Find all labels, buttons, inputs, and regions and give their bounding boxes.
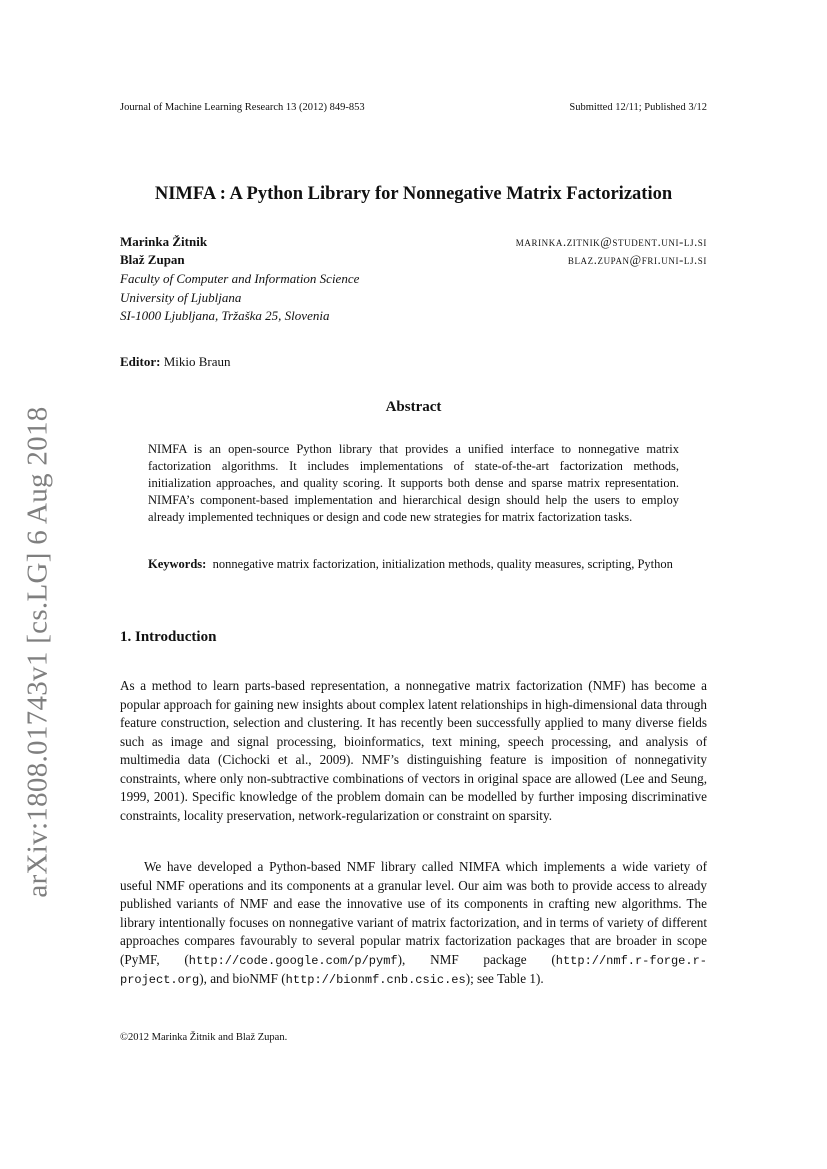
editor-name: Mikio Braun (163, 354, 231, 369)
author-email: marinka.zitnik@student.uni-lj.si (515, 235, 707, 249)
link-pymf[interactable]: http://code.google.com/p/pymf (188, 953, 398, 968)
affiliation-line: University of Ljubljana (120, 289, 242, 305)
link-bionmf[interactable]: http://bionmf.cnb.csic.es (285, 973, 466, 987)
affiliation-line: SI-1000 Ljubljana, Tržaška 25, Slovenia (120, 308, 330, 323)
paragraph-text: ), and bioNMF ( (199, 971, 286, 986)
editor-label: Editor: (120, 354, 161, 369)
intro-paragraph-1: As a method to learn parts-based representation, a nonnegative matrix factorization (NMF) has become a popular approach for gaining new insights about complex latent relationships in high-dimensional data through feature construction, selection and clustering. It has recently been successfully applied to many diverse fields such as image and signal processing, bioinformatics, text mining, speech processing, and analysis of multimedia data (Cichocki et al., 2009). NMF’s distinguishing feature is imposition of nonnegativity constraints, where only non-subtractive combinations of vectors in original space are allowed (Lee and Seung, 1999, 2001). Specific knowledge of the problem domain can be modelled by further imposing discriminative constraints, locality preservation, network-regularization or constraint on sparsity. (120, 678, 707, 823)
paragraph-text: ); see Table 1). (465, 971, 544, 986)
author-row (120, 252, 707, 270)
paragraph-text: We have developed a Python-based NMF library called NIMFA which implements a wide variety of useful NMF operations and its components at a granular level. Our aim was both to provide access to already published variants of NMF and ease the innovative use of its components in crafting new algorithms. The library intentionally focuses on nonnegative variant of matrix factorization, and in terms of variety of different approaches compares favourably to several popular matrix factorization packages that are broader in scope (PyMF, (120, 859, 707, 967)
intro-paragraph-2: We have developed a Python-based NMF library called NIMFA which implements a wide variety of useful NMF operations and its components at a granular level. Our aim was both to provide access to already published variants of NMF and ease the innovative use of its components in crafting new algorithms. The library intentionally focuses on nonnegative variant of matrix factorization, and in terms of variety of different approaches compares favourably to several popular matrix factorization packages that are broader in scope (PyMF, (http://code.google.com/p/pymf), NMF package (http://nmf.r-forge.r-project.org), and bioNMF (http://bionmf.cnb.csic.es); see Table 1). (120, 859, 707, 987)
paragraph-text: ), NMF package ( (397, 951, 556, 967)
journal-header: Journal of Machine Learning Research 13 (2012) 849-853 (120, 102, 365, 113)
paper-title: NIMFA : A Python Library for Nonnegative Matrix Factorization (154, 184, 673, 204)
keywords-label: Keywords: (148, 557, 207, 571)
copyright-footer: ©2012 Marinka Žitnik and Blaž Zupan. (120, 1032, 288, 1043)
abstract-text: NIMFA is an open-source Python library that provides a unified interface to nonnegative matrix factorization algorithms. It includes implementations of state-of-the-art factorization methods, initialization approaches, and quality scoring. It supports both dense and sparse matrix representation. NIMFA’s component-based implementation and hierarchical design should help the users to employ already implemented techniques or design and code new strategies for matrix factorization tasks. (148, 442, 679, 524)
affiliation (120, 270, 359, 326)
author-email: blaz.zupan@fri.uni-lj.si (567, 253, 707, 267)
affiliation-line: Faculty of Computer and Information Science (120, 271, 360, 286)
keywords-text: nonnegative matrix factorization, initialization methods, quality measures, scripting, Python (212, 557, 673, 571)
keywords (148, 556, 679, 573)
section-heading-introduction: 1. Introduction (120, 629, 217, 645)
submission-dates: Submitted 12/11; Published 3/12 (569, 102, 707, 113)
author-name: Marinka Žitnik (120, 234, 208, 249)
author-row (120, 234, 707, 252)
editor-line (120, 354, 231, 370)
author-name: Blaž Zupan (120, 252, 185, 267)
abstract-heading: Abstract (385, 399, 442, 415)
link-nmf-package[interactable]: http://nmf.r-forge.r-project.org (120, 953, 707, 987)
arxiv-identifier: arXiv:1808.01743v1 [cs.LG] 6 Aug 2018 (21, 406, 54, 898)
